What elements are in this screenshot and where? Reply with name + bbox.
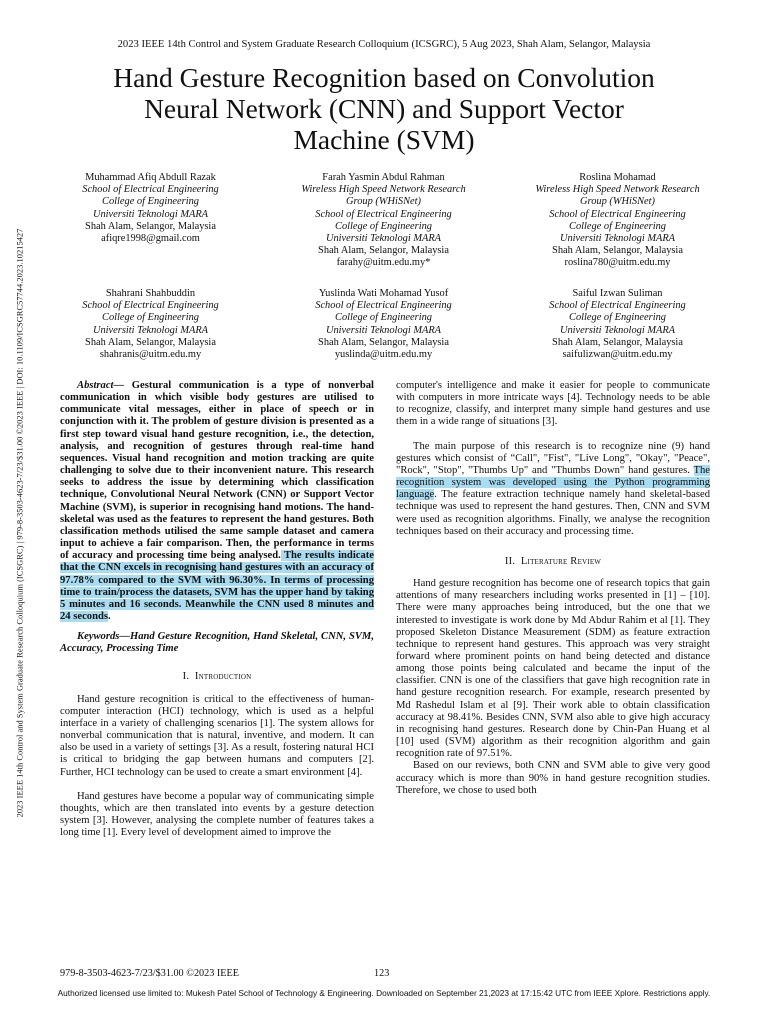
intro-paragraph bbox=[396, 441, 710, 538]
license-notice: Authorized licensed use limited to: Mukesh Patel School of Technology & Engineering. Downloaded on September 21,2023 at 17:15:42 UTC from IEEE Xplore. Restrictions apply. bbox=[57, 988, 711, 998]
author-affiliation: School of Electrical Engineering bbox=[315, 208, 452, 220]
author-affiliation: Universiti Teknologi MARA bbox=[559, 233, 676, 245]
paper-title bbox=[40, 62, 728, 155]
author-email: farahy@uitm.edu.my* bbox=[336, 257, 431, 269]
author-location: Shah Alam, Selangor, Malaysia bbox=[552, 336, 683, 348]
doi-sidebar bbox=[11, 175, 29, 870]
author-location: Shah Alam, Selangor, Malaysia bbox=[85, 220, 216, 232]
intro-text: . The feature extraction technique namely hand skeletal-based technique was used to represent the hand gestures. Then, CNN and SVM were used as recognition algorithms. Finally, we analyse the recognition techniques based on their accuracy and processing time. bbox=[396, 489, 710, 537]
footer-isbn: 979-8-3503-4623-7/23/$31.00 ©2023 IEEE bbox=[60, 968, 239, 979]
literature-paragraph: Hand gesture recognition has become one of research topics that gain attentions of many researchers including works presented in [1] – [10]. There were many approaches being introduced, but the one that we interested to investigate is work done by Md Abdur Rahim et al [1]. They proposed Skeleton Distance Measurement (SDM) as feature extraction technique to represent hand gestures. This approach was very straight forward where prominent points on hand being detected and distance among those points being calculated and became the input of the classifier. CNN is one of the classifiers that gave high recognition rate in hand gesture recognition research. For example, research presented by Md Rashedul Islam et al [9]. Their work able to obtain classification accuracy at 98.41%. Besides CNN, SVM also able to give high accuracy in recognising hand gestures. Research done by Chin-Pan Huang et al [10] used (SVM) algorithm as their recognition algorithm and gain recognition rate of 97.51%. bbox=[396, 578, 710, 760]
author-name: Yuslinda Wati Mohamad Yusof bbox=[318, 288, 449, 299]
author-block bbox=[38, 172, 263, 245]
author-affiliation: School of Electrical Engineering bbox=[82, 300, 219, 312]
section-title: Introduction bbox=[194, 671, 252, 683]
author-name: Saiful Izwan Suliman bbox=[572, 288, 663, 299]
intro-paragraph-continued: computer's intelligence and make it easier for people to communicate with computers in more intricate ways [4]. Technology needs to be able to recognize, classify, and interpret many simple hand gestures and use them in a wide range of situations [3]. bbox=[396, 380, 710, 428]
author-block bbox=[271, 288, 496, 361]
title-line: Hand Gesture Recognition based on Convolution bbox=[113, 62, 655, 93]
literature-paragraph: Based on our reviews, both CNN and SVM able to give very good accuracy which is more than 90% in hand gesture recognition studies. Therefore, we chose to used both bbox=[396, 760, 710, 796]
abstract-highlight: The results indicate that the CNN excels in recognising hand gestures with an accuracy of 97.78% compared to the SVM with 96.30%. In terms of processing time to train/process the datasets, SVM has the upper hand by taking 5 minutes and 16 seconds. Meanwhile the CNN used 8 minutes and 24 seconds bbox=[60, 550, 374, 622]
author-name: Farah Yasmin Abdul Rahman bbox=[322, 172, 445, 183]
author-affiliation: School of Electrical Engineering bbox=[82, 184, 219, 196]
author-affiliation: College of Engineering bbox=[335, 220, 432, 232]
author-affiliation: Universiti Teknologi MARA bbox=[325, 324, 442, 336]
author-block bbox=[505, 288, 730, 361]
section-title: Literature Review bbox=[520, 555, 602, 567]
intro-text: The main purpose of this research is to recognize nine (9) hand gestures which consist of “Call", "Fist", "Live Long", "Okay", "Peace", "Rock", "Stop", "Thumbs Up" and "Thumbs Down" hand gestures. bbox=[396, 440, 710, 476]
intro-highlight: The recognition system was developed using the Python programming language bbox=[396, 464, 710, 501]
title-line: Machine (SVM) bbox=[293, 124, 475, 155]
author-email: yuslinda@uitm.edu.my bbox=[334, 349, 433, 361]
author-email: roslina780@uitm.edu.my bbox=[564, 257, 671, 269]
right-column bbox=[396, 380, 710, 797]
author-group: Wireless High Speed Network Research bbox=[301, 184, 466, 196]
section-heading-literature-review bbox=[396, 556, 710, 568]
keywords: Keywords—Hand Gesture Recognition, Hand Skeletal, CNN, SVM, Accuracy, Processing Time bbox=[60, 631, 374, 655]
author-group: Wireless High Speed Network Research bbox=[535, 184, 700, 196]
section-number: II. bbox=[504, 555, 516, 567]
doi-sidebar-text: 2023 IEEE 14th Control and System Graduate Research Colloquium (ICSGRC) | 979-8-3503-4623-7/23/$31.00 ©2023 IEEE | DOI: 10.1109/ICSGRC57744.2023.10215427 bbox=[15, 228, 25, 817]
author-block bbox=[271, 172, 496, 270]
author-affiliation: College of Engineering bbox=[569, 312, 666, 324]
author-affiliation: Universiti Teknologi MARA bbox=[325, 233, 442, 245]
abstract-text: Gestural communication is a type of nonverbal communication in which visible body gestures are utilised to communicate vital messages, either in place of speech or in conjunction with it. The problem of gesture division is presented as a first step toward visual hand gesture recognition, i.e., the detection, analysis, and recognition of gestures through real-time hand sequences. Visual hand recognition and motion tracking are quite challenging to solve due to their inconvenient nature. This research seeks to address the issue by determining which classification technique, Convolutional Neural Network (CNN) or Support Vector Machine (SVM), is superior in recognising hand motions. The hand-skeletal was used as the features to represent the hand gestures. Both classification methods utilised the same sample dataset and camera input to achieve a fair comparison. Then, the performance in terms of accuracy and processing time being analysed. bbox=[60, 380, 374, 562]
intro-paragraph: Hand gestures have become a popular way of communicating simple thoughts, which are then translated into events by a gesture detection system [3]. However, analysing the complete number of features takes a long time [1]. Every level of development aimed to improve the bbox=[60, 790, 374, 839]
author-group: Group (WHiSNet) bbox=[346, 196, 421, 208]
author-affiliation: College of Engineering bbox=[335, 312, 432, 324]
author-block bbox=[38, 288, 263, 361]
author-email: shahranis@uitm.edu.my bbox=[99, 349, 202, 361]
conference-header: 2023 IEEE 14th Control and System Graduate Research Colloquium (ICSGRC), 5 Aug 2023, Shah Alam, Selangor, Malaysia bbox=[117, 39, 651, 50]
author-affiliation: College of Engineering bbox=[569, 220, 666, 232]
author-affiliation: Universiti Teknologi MARA bbox=[92, 324, 209, 336]
author-location: Shah Alam, Selangor, Malaysia bbox=[552, 245, 683, 257]
author-location: Shah Alam, Selangor, Malaysia bbox=[85, 336, 216, 348]
author-email: afiqre1998@gmail.com bbox=[101, 233, 200, 245]
author-group: Group (WHiSNet) bbox=[580, 196, 655, 208]
author-location: Shah Alam, Selangor, Malaysia bbox=[318, 336, 449, 348]
author-location: Shah Alam, Selangor, Malaysia bbox=[318, 245, 449, 257]
author-email: saifulizwan@uitm.edu.my bbox=[562, 349, 673, 361]
author-block bbox=[505, 172, 730, 270]
abstract-end: . bbox=[107, 610, 111, 622]
author-name: Muhammad Afiq Abdull Razak bbox=[85, 172, 216, 183]
author-affiliation: Universiti Teknologi MARA bbox=[559, 324, 676, 336]
author-name: Shahrani Shahbuddin bbox=[105, 288, 196, 299]
author-affiliation: Universiti Teknologi MARA bbox=[92, 208, 209, 220]
section-number: I. bbox=[182, 671, 190, 683]
left-column bbox=[60, 380, 374, 839]
author-affiliation: College of Engineering bbox=[102, 312, 199, 324]
section-heading-introduction bbox=[60, 671, 374, 683]
author-affiliation: School of Electrical Engineering bbox=[549, 208, 686, 220]
intro-paragraph: Hand gesture recognition is critical to the effectiveness of human-computer interaction (HCI) technology, which is used as a helpful interface in a variety of challenging scenarios [1]. The system allows for nonverbal communication that is natural, inventive, and modern. It can also be used in a variety of settings [3]. As a result, fostering natural HCI is critical to bridging the gap between humans and computers [2]. Further, HCI technology can be used to create a smart environment [4]. bbox=[60, 693, 374, 778]
author-name: Roslina Mohamad bbox=[579, 172, 656, 183]
author-affiliation: School of Electrical Engineering bbox=[549, 300, 686, 312]
author-affiliation: College of Engineering bbox=[102, 196, 199, 208]
page-number: 123 bbox=[374, 968, 390, 979]
author-affiliation: School of Electrical Engineering bbox=[315, 300, 452, 312]
abstract-label: Abstract— bbox=[77, 380, 125, 391]
abstract bbox=[60, 380, 374, 623]
title-line: Neural Network (CNN) and Support Vector bbox=[144, 93, 624, 124]
